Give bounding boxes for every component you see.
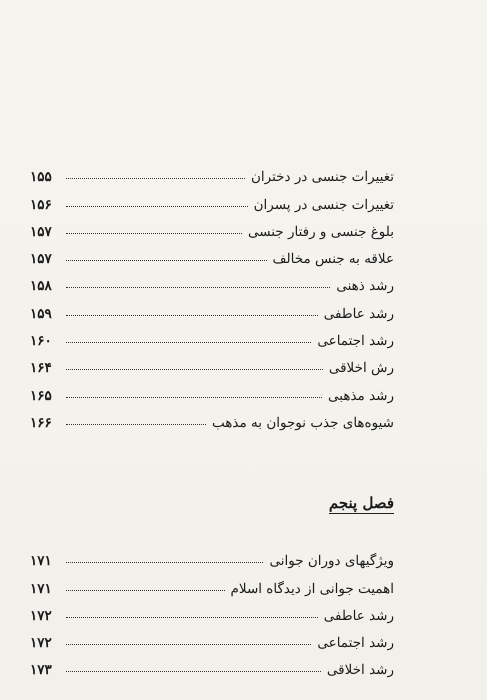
toc-entry-title: رشد اجتماعی (317, 635, 394, 652)
toc-entry (30, 349, 394, 376)
toc-entry-page: ۱۵۷ (30, 223, 52, 240)
toc-entry (30, 404, 394, 431)
toc-entry-page: ۱۵۵ (30, 169, 52, 186)
toc-entry-page: ۱۶۵ (30, 387, 52, 404)
toc-entry-page: ۱۵۷ (30, 251, 52, 268)
dot-leader (66, 617, 318, 618)
toc-entry-title: رشد اجتماعی (317, 333, 394, 350)
toc-entry-page: ۱۶۶ (30, 414, 52, 431)
dot-leader (66, 178, 245, 179)
toc-entry-title: ویژگیهای دوران جوانی (269, 553, 394, 570)
dot-leader (66, 369, 323, 370)
dot-leader (66, 562, 263, 563)
toc-entry-page: ۱۶۴ (30, 360, 52, 377)
chapter-heading: فصل پنجم (328, 494, 394, 512)
toc-entry (30, 213, 394, 240)
toc-entry-title: رشد اخلاقی (326, 662, 394, 679)
toc-entry (30, 294, 394, 321)
toc-entry-title: رش اخلاقی (328, 360, 394, 377)
toc-entry-page: ۱۷۲ (30, 635, 52, 652)
toc-entry-page: ۱۷۱ (30, 580, 52, 597)
toc-entry-page: ۱۷۳ (30, 662, 52, 679)
toc-entry-title: بلوغ جنسی و رفتار جنسی (247, 223, 394, 240)
toc-entry (30, 624, 394, 651)
dot-leader (66, 206, 248, 207)
toc-entry (30, 542, 394, 569)
toc-entry (30, 651, 394, 678)
toc-entry (30, 267, 394, 294)
toc-entry (30, 185, 394, 212)
toc-entry (30, 597, 394, 624)
toc-entry-title: رشد عاطفی (323, 607, 394, 624)
dot-leader (66, 671, 321, 672)
dot-leader (66, 644, 311, 645)
toc-entry-title: علاقه به جنس مخالف (272, 251, 394, 268)
toc-entry-title: رشد عاطفی (323, 305, 394, 322)
toc-section-1 (30, 158, 394, 431)
dot-leader (66, 397, 322, 398)
toc-entry-page: ۱۵۶ (30, 196, 52, 213)
toc-entry-title: اهمیت جوانی از دیدگاه اسلام (230, 580, 394, 597)
dot-leader (66, 315, 318, 316)
toc-entry-title: تغییرات جنسی در دختران (251, 169, 394, 186)
toc-entry-page: ۱۵۸ (30, 278, 52, 295)
toc-entry-page: ۱۷۲ (30, 607, 52, 624)
toc-entry-page: ۱۷۱ (30, 553, 52, 570)
dot-leader (66, 233, 242, 234)
dot-leader (66, 287, 330, 288)
dot-leader (66, 342, 311, 343)
dot-leader (66, 590, 225, 591)
toc-entry-title: شیوه‌های جذب نوجوان به مذهب (212, 414, 394, 431)
toc-entry (30, 240, 394, 267)
toc-entry (30, 322, 394, 349)
toc-entry-title: رشد مذهبی (328, 387, 394, 404)
toc-entry-page: ۱۶۰ (30, 333, 52, 350)
toc-entry-title: رشد ذهنی (336, 278, 394, 295)
dot-leader (66, 424, 206, 425)
toc-entry (30, 569, 394, 596)
toc-entry (30, 376, 394, 403)
toc-entry-title: تغییرات جنسی در پسران (253, 196, 394, 213)
toc-entry-page: ۱۵۹ (30, 305, 52, 322)
toc-entry (30, 158, 394, 185)
toc-section-2 (30, 542, 394, 678)
dot-leader (66, 260, 267, 261)
